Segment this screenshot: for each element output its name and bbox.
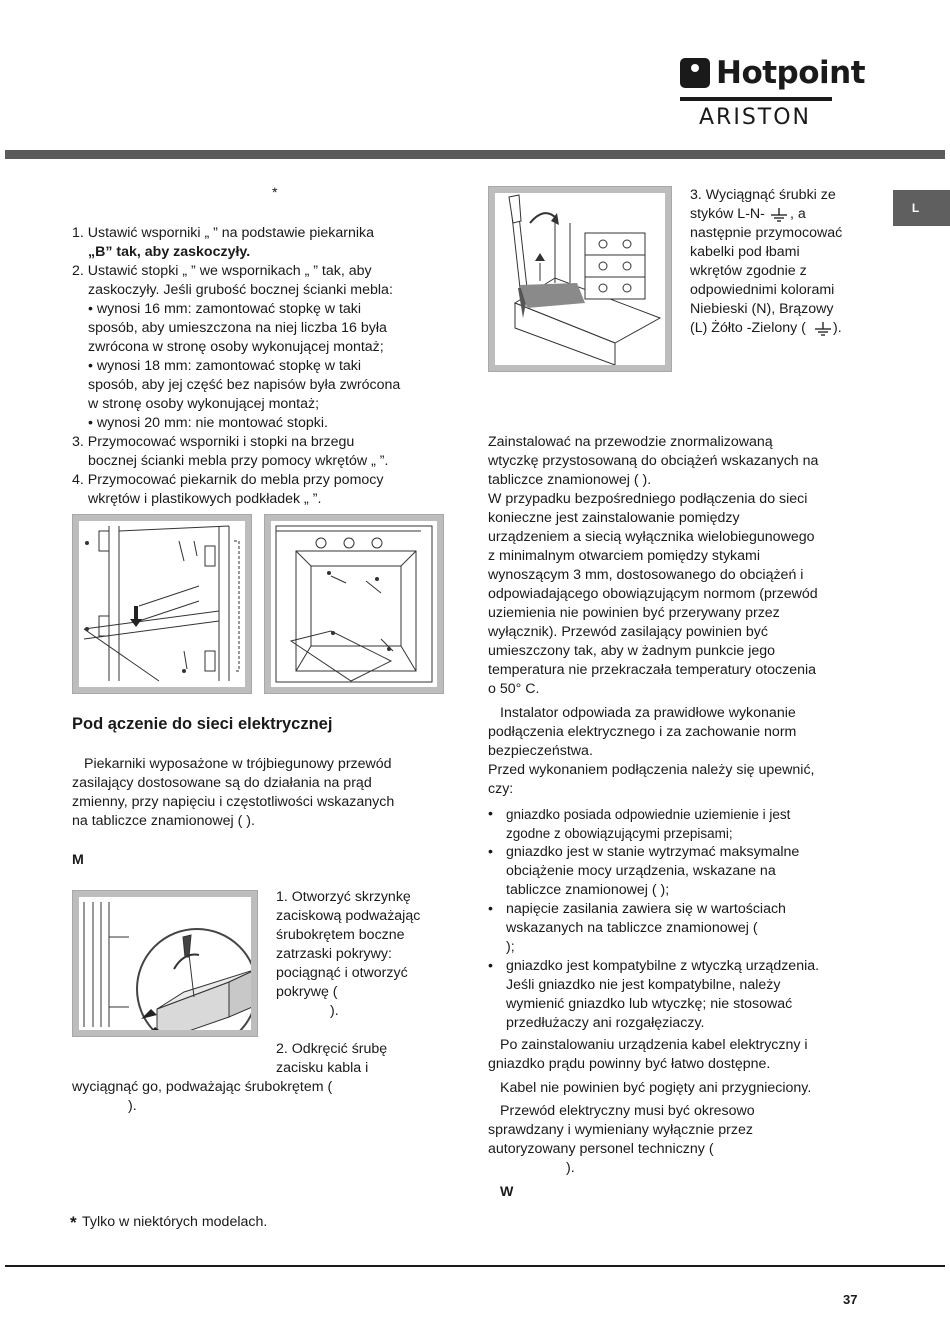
- list-item-line: przedłużaczy ani rozgałęziaczy.: [506, 1015, 705, 1031]
- wiring-terminal-figure: [488, 186, 672, 372]
- box-step-line: zatrzaski pokrywy:: [276, 946, 392, 962]
- para-line: W przypadku bezpośredniego podłączenia do sieci: [488, 491, 808, 507]
- language-tab: L: [893, 190, 950, 226]
- box-step-line: śrubokrętem boczne: [276, 927, 405, 943]
- list-item-line: gniazdko posiada odpowiednie uziemienie i jest: [506, 807, 791, 822]
- para-line: urządzeniem a siecią wyłącznika wielobiegunowego: [488, 529, 815, 545]
- wiring-step-line: 3. Wyciągnąć śrubki ze: [690, 187, 836, 203]
- ground-symbol-icon: [770, 207, 788, 223]
- para-line: czy:: [488, 781, 514, 797]
- step-line: w stronę osoby wykonującej montaż;: [88, 396, 320, 412]
- bracket-diagram-icon: [79, 521, 245, 687]
- para-line: konieczne jest zainstalowanie pomiędzy: [488, 510, 740, 526]
- list-item-line: napięcie zasilania zawiera się w wartościach: [506, 901, 786, 917]
- box-step-line: wyciągnąć go, podważając śrubokrętem (: [72, 1079, 333, 1095]
- para-line: Po zainstalowaniu urządzenia kabel elektryczny i: [500, 1037, 808, 1053]
- para-line: bezpieczeństwa.: [488, 743, 593, 759]
- terminal-box-diagram-icon: [79, 897, 251, 1030]
- list-item-line: obciążenie mocy urządzenia, wskazane na: [506, 863, 776, 879]
- brand-logo: [680, 55, 866, 134]
- box-step-line: zaciskową podważając: [276, 908, 421, 924]
- list-item-line: wymienić gniazdko lub wtyczkę; nie stosować: [506, 996, 793, 1012]
- para-line: gniazdko prądu powinny być łatwo dostępne.: [488, 1056, 771, 1072]
- step-line: „B” tak, aby zaskoczyły.: [88, 244, 251, 260]
- para-line: autoryzowany personel techniczny (: [488, 1141, 714, 1157]
- para-line: z minimalnym otwarciem pomiędzy stykami: [488, 548, 760, 564]
- brand-name: Hotpoint: [716, 55, 866, 91]
- para-line: Zainstalować na przewodzie znormalizowaną: [488, 434, 773, 450]
- step-line: 4. Przymocować piekarnik do mebla przy pomocy: [72, 472, 384, 488]
- box-step-line: zacisku kabla i: [276, 1060, 369, 1076]
- list-item-line: gniazdko jest w stanie wytrzymać maksymalne: [506, 844, 800, 860]
- para-line: wtyczkę przystosowaną do obciążeń wskazanych na: [488, 453, 819, 469]
- bullet-dot: •: [488, 806, 493, 822]
- box-step-line: 2. Odkręcić śrubę: [276, 1041, 388, 1057]
- para-line: umieszczony tak, aby w żadnym punkcie jego: [488, 643, 776, 659]
- wiring-step-line: styków L-N-: [690, 206, 765, 222]
- step-line: bocznej ścianki mebla przy pomocy wkrętów „ ”.: [88, 453, 389, 469]
- oven-installation-figure: [264, 514, 444, 694]
- step-line: zaskoczyły. Jeśli grubość bocznej ścianki mebla:: [88, 282, 393, 298]
- step-line: zwrócona w stronę osoby wykonującej montaż;: [88, 339, 384, 355]
- intro-line: Piekarniki wyposażone w trójbiegunowy przewód: [84, 756, 392, 772]
- bullet-dot: •: [488, 901, 493, 917]
- logo-divider: [680, 97, 832, 101]
- box-step-line: pokrywę (: [276, 984, 338, 1000]
- para-line: odpowiadającego obowiązującym normom (przewód: [488, 586, 818, 602]
- step-line: • wynosi 20 mm: nie montować stopki.: [88, 415, 328, 431]
- ground-symbol-icon: [814, 321, 832, 337]
- list-item-line: Jeśli gniazdko nie jest kompatybilne, należy: [506, 977, 781, 993]
- intro-line: zasilający dostosowane są do działania na prąd: [72, 775, 372, 791]
- step-line: wkrętów i plastikowych podkładek „ ”.: [88, 491, 322, 507]
- subheading-m: M: [72, 852, 84, 868]
- subheading-w: W: [500, 1184, 514, 1200]
- para-line: podłączenia elektrycznego i za zachowanie norm: [488, 724, 797, 740]
- wiring-step-line: , a: [790, 206, 806, 222]
- step-line: • wynosi 18 mm: zamontować stopkę w taki: [88, 358, 362, 374]
- step-line: 3. Przymocować wsporniki i stopki na brzegu: [72, 434, 355, 450]
- intro-line: zmienny, przy napięciu i częstotliwości wskazanych: [72, 794, 395, 810]
- bullet-dot: •: [488, 844, 493, 860]
- box-step-line: pociągnąć i otworzyć: [276, 965, 408, 981]
- step-line: sposób, aby umieszczona na niej liczba 16 była: [88, 320, 387, 336]
- para-line: Kabel nie powinien być pogięty ani przygnieciony.: [500, 1080, 812, 1096]
- footnote-text: Tylko w niektórych modelach.: [82, 1214, 268, 1230]
- box-step-line: ).: [330, 1003, 339, 1019]
- wiring-step-line: Niebieski (N), Brązowy: [690, 301, 834, 317]
- wiring-step-line: ).: [833, 320, 842, 336]
- para-line: uziemienia nie powinien być przerywany przez: [488, 605, 780, 621]
- section-heading: Pod ączenie do sieci elektrycznej: [72, 715, 333, 733]
- para-line: sprawdzany i wymieniany wyłącznie przez: [488, 1122, 753, 1138]
- step-line: 1. Ustawić wsporniki „ ” na podstawie piekarnika: [72, 225, 375, 241]
- step-line: 2. Ustawić stopki „ ” we wspornikach „ ” tak, aby: [72, 263, 372, 279]
- wiring-step-line: odpowiednimi kolorami: [690, 282, 835, 298]
- logo-mark-icon: [680, 58, 710, 88]
- header-bar: [5, 150, 945, 159]
- para-line: tabliczce znamionowej ( ).: [488, 472, 652, 488]
- para-line: wyłącznik). Przewód zasilający powinien być: [488, 624, 768, 640]
- step-line: sposób, aby jej część bez napisów była zwrócona: [88, 377, 401, 393]
- para-line: Przed wykonaniem podłączenia należy się upewnić,: [488, 762, 815, 778]
- footer-rule: [5, 1265, 945, 1267]
- list-item-line: );: [506, 939, 515, 955]
- para-line: ).: [566, 1160, 575, 1176]
- box-step-line: 1. Otworzyć skrzynkę: [276, 889, 411, 905]
- list-item-line: zgodne z obowiązującymi przepisami;: [506, 826, 733, 841]
- para-line: Przewód elektryczny musi być okresowo: [500, 1103, 755, 1119]
- wiring-step-line: (L) Żółto -Zielony (: [690, 320, 806, 336]
- bracket-mounting-figure: [72, 514, 252, 694]
- terminal-box-figure: [72, 890, 258, 1037]
- list-item-line: tabliczce znamionowej ( );: [506, 882, 670, 898]
- para-line: temperatura nie przekraczała temperatury otoczenia: [488, 662, 817, 678]
- intro-line: na tabliczce znamionowej ( ).: [72, 813, 255, 829]
- wiring-step-line: wkrętów zgodnie z: [690, 263, 807, 279]
- para-line: wynoszącym 3 mm, dostosowanego do obciążeń i: [488, 567, 804, 583]
- page-number: 37: [843, 1292, 858, 1307]
- wiring-step-line: następnie przymocować: [690, 225, 843, 241]
- step-line: • wynosi 16 mm: zamontować stopkę w taki: [88, 301, 362, 317]
- list-item-line: wskazanych na tabliczce znamionowej (: [506, 920, 758, 936]
- oven-diagram-icon: [271, 521, 437, 687]
- wiring-diagram-icon: [495, 193, 665, 365]
- list-item-line: gniazdko jest kompatybilne z wtyczką urządzenia.: [506, 958, 820, 974]
- para-line: Instalator odpowiada za prawidłowe wykonanie: [500, 705, 796, 721]
- box-step-line: ).: [128, 1098, 137, 1114]
- brand-subname: ARISTON: [699, 105, 812, 130]
- footnote-star: *: [70, 1213, 77, 1232]
- wiring-step-line: kabelki pod łbami: [690, 244, 800, 260]
- bullet-dot: •: [488, 958, 493, 974]
- para-line: o 50° C.: [488, 681, 540, 697]
- asterisk-mark: *: [272, 185, 278, 201]
